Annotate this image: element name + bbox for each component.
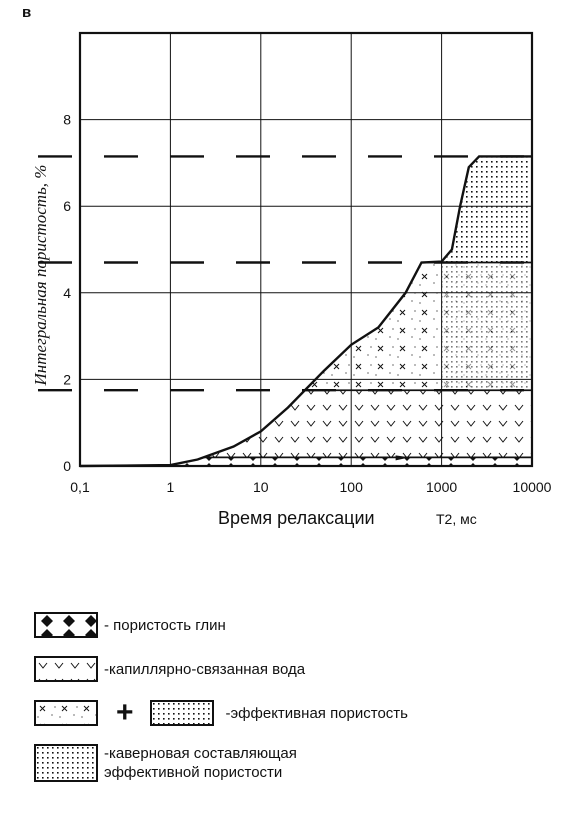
x-tick-label: 1000 xyxy=(426,479,458,495)
legend-item-capillary xyxy=(34,656,305,682)
x-tick-label: 100 xyxy=(339,479,363,495)
porosity-zones xyxy=(80,156,532,466)
x-tick-label: 1 xyxy=(166,479,175,495)
plus-sign: + xyxy=(116,696,134,729)
zone-3 xyxy=(80,156,532,262)
y-tick-labels xyxy=(63,112,71,474)
legend-label-cavern xyxy=(104,744,297,782)
panel-letter: в xyxy=(22,4,32,21)
x-tick-labels xyxy=(70,479,551,495)
legend-label-clay: - пористость глин xyxy=(104,616,226,634)
zone-1 xyxy=(80,390,532,457)
dots-swatch xyxy=(150,700,214,726)
capillary-swatch xyxy=(34,656,98,682)
legend-label-cavern-line1: -каверновая составляющая xyxy=(104,745,297,762)
y-tick-label: 0 xyxy=(63,458,71,474)
y-axis-label: Интегральная пористость, % xyxy=(31,164,50,386)
cavern-swatch xyxy=(34,744,98,782)
zone-effective-dots xyxy=(442,262,532,390)
y-tick-label: 6 xyxy=(63,198,71,215)
legend-item-cavern xyxy=(34,744,297,782)
x-axis-label: Время релаксации xyxy=(218,508,375,528)
legend-item-effective xyxy=(34,696,408,729)
x-axis-unit: Т2, мс xyxy=(436,511,477,527)
x-tick-label: 0,1 xyxy=(70,479,90,495)
x-tick-label: 10000 xyxy=(512,479,552,495)
clay-swatch xyxy=(34,612,98,638)
legend-item-clay xyxy=(34,612,226,638)
x-tick-label: 10 xyxy=(253,479,269,495)
legend-label-cavern-line2: эффективной пористости xyxy=(104,764,283,781)
legend-label-capillary: -капиллярно-связанная вода xyxy=(104,660,306,678)
legend-label-effective: -эффективная пористость xyxy=(225,704,408,722)
y-tick-label: 4 xyxy=(63,284,71,301)
y-tick-label: 2 xyxy=(63,371,71,388)
y-tick-label: 8 xyxy=(63,111,71,128)
effective-swatch xyxy=(34,700,98,726)
